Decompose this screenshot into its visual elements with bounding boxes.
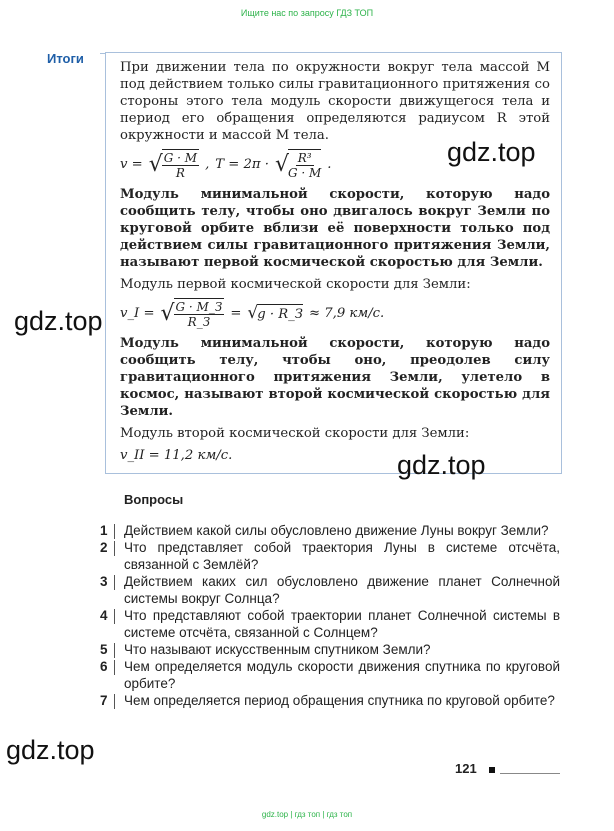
formula2-den: R_З: [187, 315, 211, 329]
footer-note: gdz.top | гдз топ | гдз топ: [261, 810, 353, 819]
question-number: 6: [100, 658, 117, 692]
question-text: Что называют искусственным спутником Земли?: [124, 642, 431, 657]
question-number: 4: [100, 607, 117, 641]
question-number: 3: [100, 573, 117, 607]
question-text: Чем определяется период обращения спутника по круговой орбите?: [124, 693, 555, 708]
question-text: Действием какой силы обусловлено движение Луны вокруг Земли?: [124, 523, 549, 538]
question-text: Чем определяется модуль скорости движения спутника по круговой орбите?: [124, 659, 560, 691]
summary-paragraph-4: Модуль минимальной скорости, которую надо сообщить телу, чтобы оно, преодолев силу гравитационного притяжения Земли, улетело в космос, называют второй космической скоростью для Земли.: [120, 336, 550, 419]
questions-list: [100, 522, 560, 709]
formula2-num: G · M_З: [175, 300, 223, 314]
formula2-rad2: g · R_З: [257, 304, 303, 323]
question-item: [100, 539, 560, 573]
question-text: Что представляет собой траектория Луны в системе отсчёта, связанной с Землёй?: [124, 540, 560, 572]
header-note: Ищите нас по запросу ГДЗ ТОП: [240, 8, 374, 18]
formula2-mid: =: [230, 306, 242, 321]
question-number: 7: [100, 692, 117, 709]
summary-paragraph-2: Модуль минимальной скорости, которую надо сообщить телу, чтобы оно двигалось вокруг Земли по круговой орбите вблизи её поверхности только под действием силы гравитационного притяжения Земли, называют первой космической скоростью для Земли.: [120, 187, 550, 270]
formula-end: .: [327, 157, 332, 172]
formula2-approx: ≈ 7,9 км/с.: [309, 306, 385, 321]
summary-paragraph-1: При движении тела по окружности вокруг тела массой M под действием только силы гравитационного притяжения со стороны этого тела модуль скорости движущегося тела и период его обращения определяются радиусом R этой окружности и массой M тела.: [120, 60, 550, 143]
question-number: 2: [100, 539, 117, 573]
sqrt-gr: √ g · R_З: [247, 303, 303, 323]
question-item: [100, 522, 560, 539]
summary-paragraph-5: Модуль второй космической скорости для Земли:: [120, 426, 470, 441]
formula-v-den: R: [175, 166, 185, 180]
question-item: [100, 692, 560, 709]
formula-v-num: G · M: [163, 151, 198, 165]
formula-sep: ,: [205, 157, 210, 172]
page-marker: [489, 767, 495, 773]
summary-paragraph-3: Модуль первой космической скорости для Земли:: [120, 277, 471, 292]
question-text: Что представляют собой траектории планет Солнечной системы в системе отсчёта, связанной с Солнцем?: [124, 608, 560, 640]
page-number: 121: [455, 761, 477, 776]
question-number: 5: [100, 641, 117, 658]
question-item: [100, 607, 560, 641]
formula-first-cosmic-speed: [120, 298, 550, 329]
formula-v-lhs: v =: [120, 157, 143, 172]
formula-second-cosmic-speed: v_II = 11,2 км/с.: [120, 448, 233, 463]
sqrt-v: √ $\frac{G \cdot M}{R}$: [148, 151, 198, 180]
question-item: [100, 641, 560, 658]
watermark: gdz.top: [14, 306, 103, 336]
summary-content: [120, 59, 550, 470]
watermark: gdz.top: [397, 450, 486, 480]
formula-t-num: R³: [297, 151, 312, 165]
sqrt-first: √ $\frac{G \cdot M\_З}{R\_З}$: [160, 300, 223, 329]
watermark: gdz.top: [6, 735, 95, 765]
question-number: 1: [100, 522, 117, 539]
formula2-lhs: v_I =: [120, 306, 155, 321]
section-label: Итоги: [47, 51, 84, 66]
question-text: Действием каких сил обусловлено движение планет Солнечной системы вокруг Солнца?: [124, 574, 560, 606]
watermark: gdz.top: [447, 137, 536, 167]
page-rule: [500, 773, 560, 774]
question-item: [100, 573, 560, 607]
formula-t-lhs: T = 2π ·: [215, 157, 269, 172]
question-item: [100, 658, 560, 692]
formula-t-den: G · M: [287, 166, 322, 180]
sqrt-t: √ $\frac{\text{R³}}{G \cdot M}$: [274, 151, 322, 180]
questions-title: Вопросы: [124, 492, 184, 507]
